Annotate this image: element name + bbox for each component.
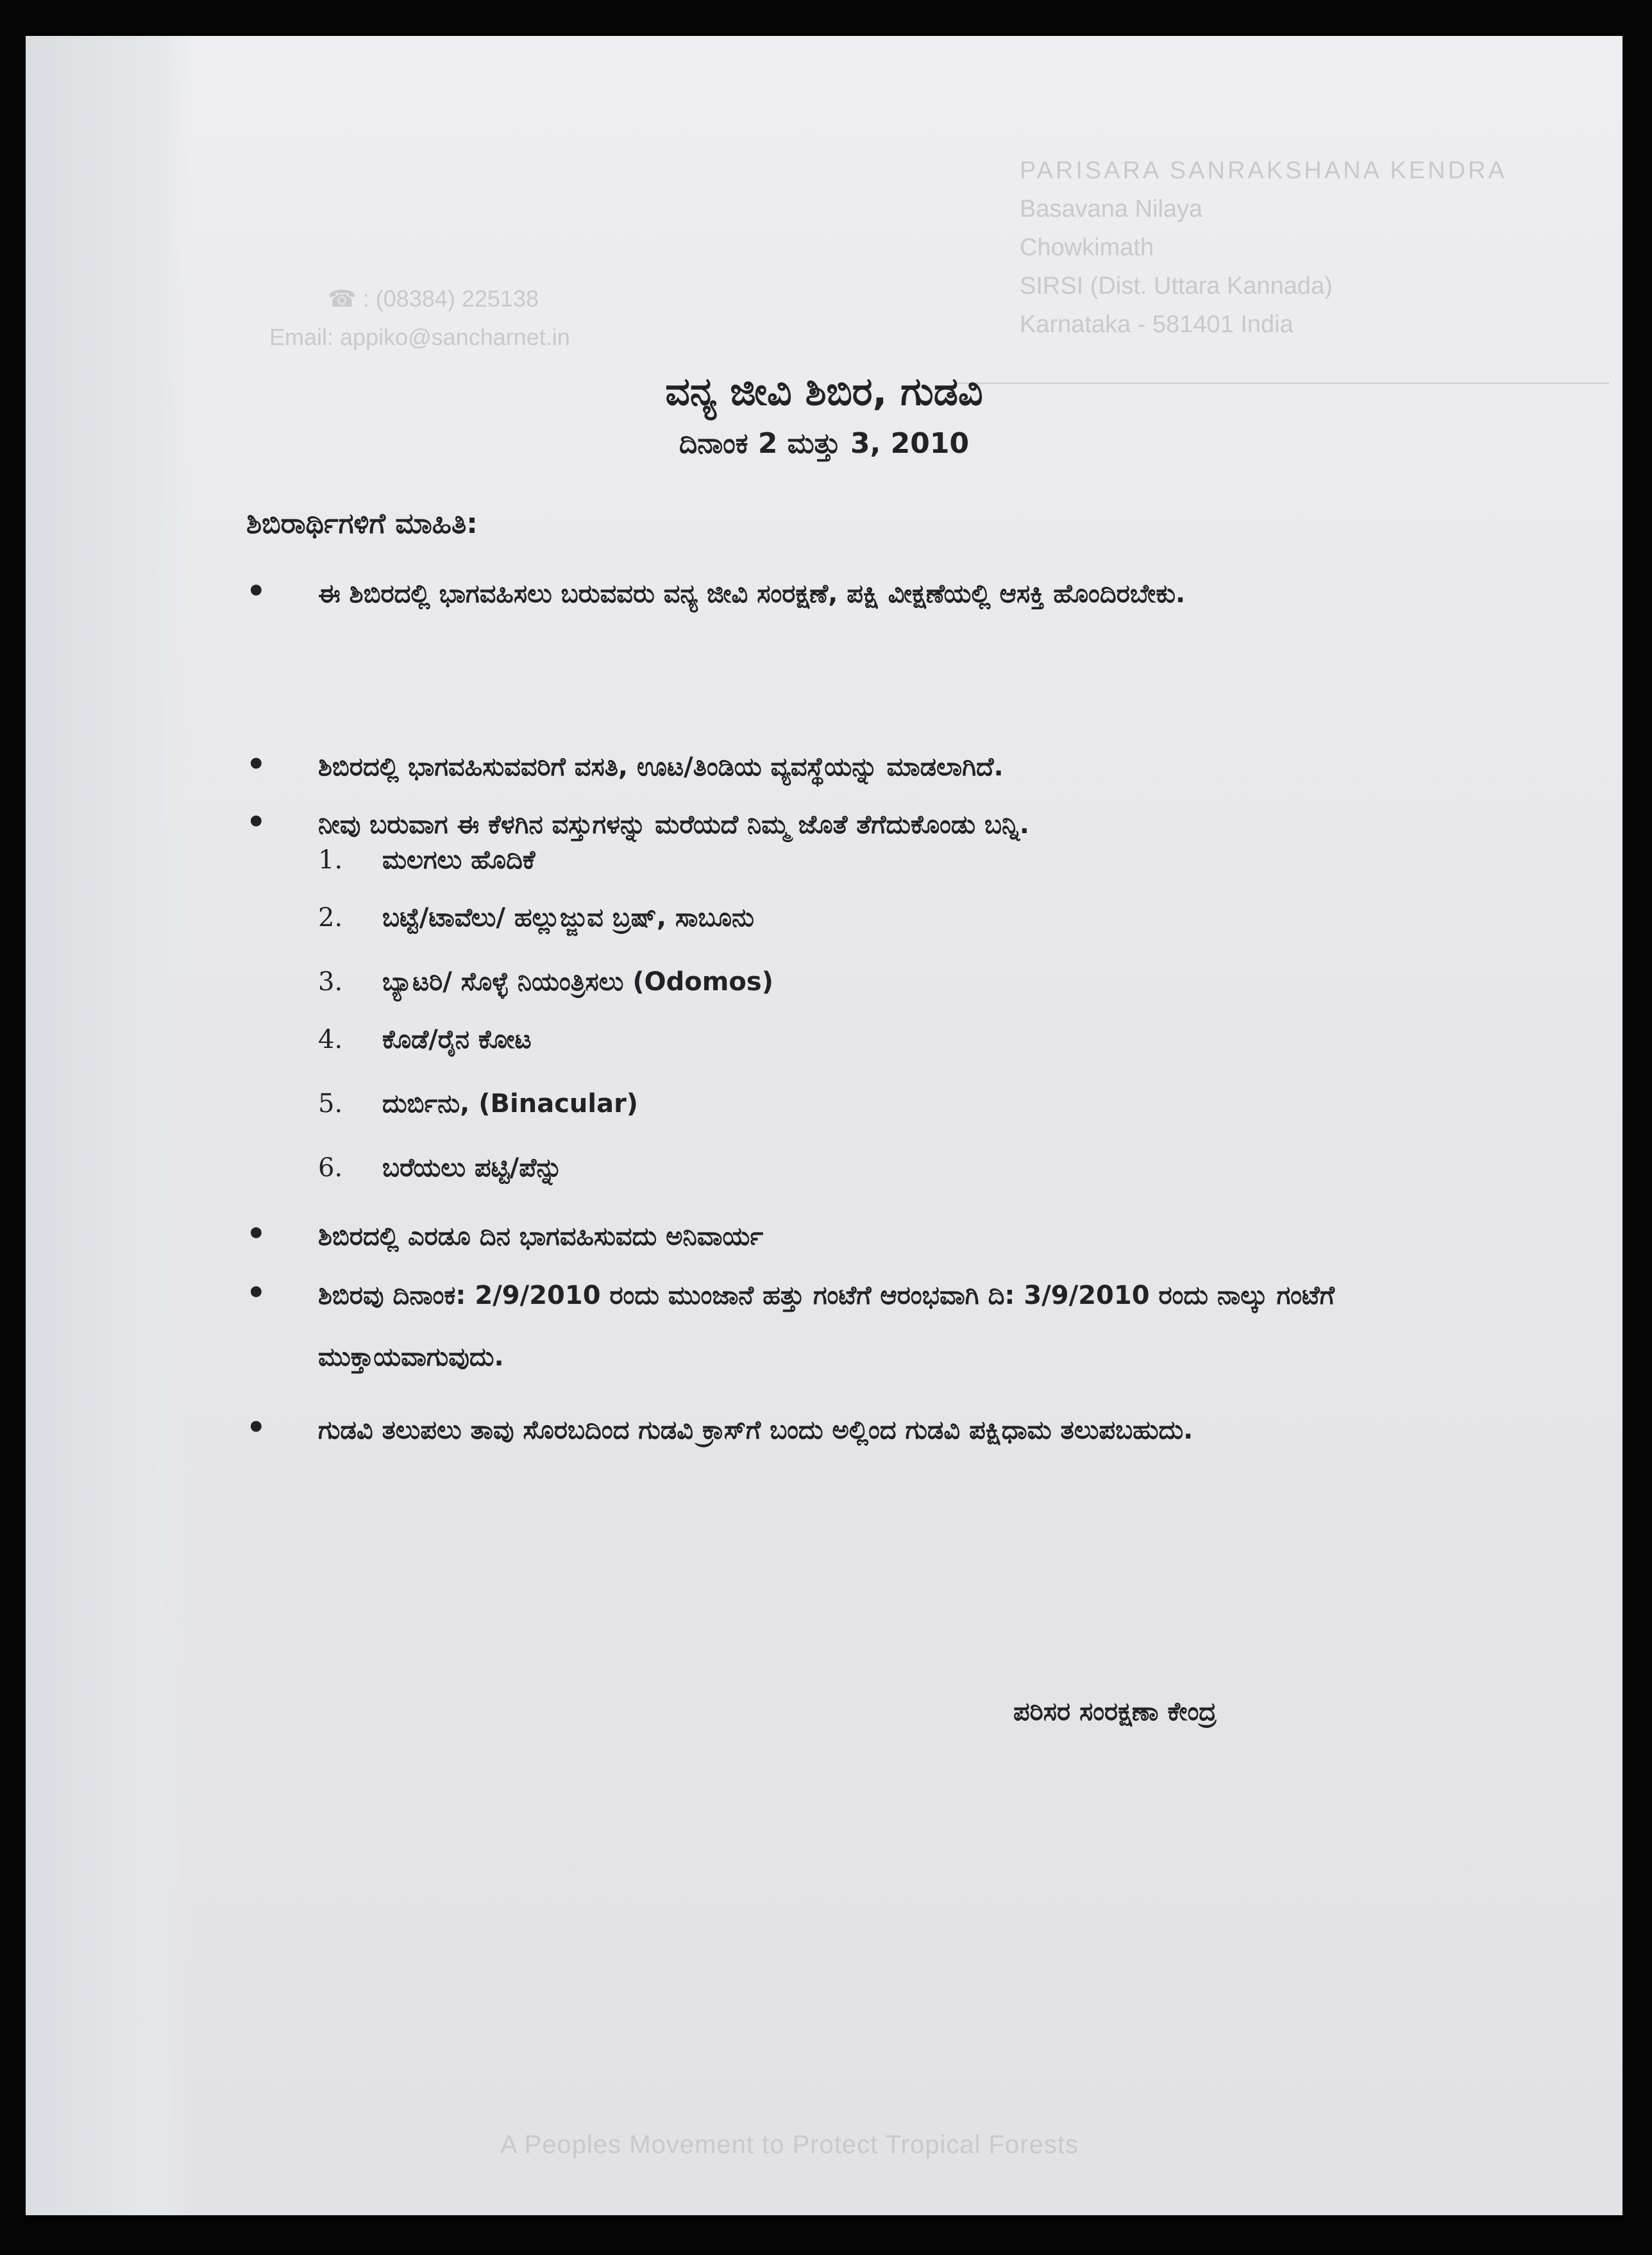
bullet-marker: • — [246, 1216, 266, 1252]
item-text: ಬ್ಯಾಟರಿ/ ಸೊಳ್ಳೆ ನಿಯಂತ್ರಿಸಲು (Odomos) — [382, 967, 773, 997]
letterhead-line: Chowkimath — [1020, 234, 1154, 261]
item-number: 5. — [318, 1089, 343, 1119]
bullet-marker: • — [246, 573, 266, 609]
paper-fold-strip — [26, 36, 192, 2215]
bullet-text: ಈ ಶಿಬಿರದಲ್ಲಿ ಭಾಗವಹಿಸಲು ಬರುವವರು ವನ್ಯ ಜೀವಿ ಸಂರಕ್ಷಣೆ, ಪಕ್ಷಿ ವೀಕ್ಷಣೆಯಲ್ಲಿ ಆಸಕ್ತಿ ಹೊಂದಿರಬೇಕು. — [318, 579, 1186, 609]
bullet-text: ಶಿಬಿರದಲ್ಲಿ ಭಾಗವಹಿಸುವವರಿಗೆ ವಸತಿ, ಊಟ/ತಿಂಡಿಯ ವ್ಯವಸ್ಥೆಯನ್ನು ಮಾಡಲಾಗಿದೆ. — [318, 752, 1004, 782]
bullet-marker: • — [246, 747, 266, 782]
letterhead-line: Basavana Nilaya — [1020, 196, 1203, 223]
bullet-marker: • — [246, 1410, 266, 1446]
bullet-text: ಶಿಬಿರದಲ್ಲಿ ಎರಡೂ ದಿನ ಭಾಗವಹಿಸುವದು ಅನಿವಾರ್ಯ — [318, 1222, 764, 1251]
item-number: 3. — [318, 967, 343, 997]
item-text: ಮಲಗಲು ಹೊದಿಕೆ — [382, 845, 535, 875]
item-text: ಬಟ್ಟೆ/ಟಾವೆಲು/ ಹಲ್ಲುಜ್ಜುವ ಬ್ರಷ್, ಸಾಬೂನು — [382, 903, 754, 933]
item-text: ದುರ್ಬಿನು, (Binacular) — [382, 1089, 639, 1119]
letterhead-line: PARISARA SANRAKSHANA KENDRA — [1020, 157, 1507, 184]
item-number: 2. — [318, 903, 343, 933]
item-text: ಕೊಡೆ/ರೈನ ಕೋಟ — [382, 1025, 532, 1054]
section-heading: ಶಿಬಿರಾರ್ಥಿಗಳಿಗೆ ಮಾಹಿತಿ: — [246, 507, 478, 540]
letterhead-line: Karnataka - 581401 India — [1020, 311, 1294, 338]
item-number: 4. — [318, 1025, 343, 1054]
document-page — [26, 36, 1622, 2215]
letterhead-email: Email: appiko@sancharnet.in — [269, 324, 570, 350]
letterhead-line: SIRSI (Dist. Uttara Kannada) — [1020, 273, 1333, 300]
bullet-marker: • — [246, 804, 266, 840]
signature-organization: ಪರಿಸರ ಸಂರಕ್ಷಣಾ ಕೇಂದ್ರ — [1013, 1697, 1217, 1727]
bullet-text: ಗುಡವಿ ತಲುಪಲು ತಾವು ಸೊರಬದಿಂದ ಗುಡವಿ ಕ್ರಾಸ್‌ಗೆ ಬಂದು ಅಲ್ಲಿಂದ ಗುಡವಿ ಪಕ್ಷಿಧಾಮ ತಲುಪಬಹುದು. — [318, 1415, 1193, 1445]
document-date: ದಿನಾಂಕ 2 ಮತ್ತು 3, 2010 — [678, 427, 970, 460]
letterhead-phone: ☎ : (08384) 225138 — [327, 285, 539, 312]
item-number: 6. — [318, 1153, 343, 1183]
item-number: 1. — [318, 845, 343, 875]
bullet-text: ಶಿಬಿರವು ದಿನಾಂಕ: 2/9/2010 ರಂದು ಮುಂಜಾನೆ ಹತ್ತು ಗಂಟೆಗೆ ಆರಂಭವಾಗಿ ದಿ: 3/9/2010 ರಂದು ನಾಲ್ಕು ಗಂಟೆಗೆ ಮುಕ್ತಾಯವಾಗುವುದು. — [318, 1281, 1335, 1372]
item-text: ಬರೆಯಲು ಪಟ್ಟಿ/ಪೆನ್ನು — [382, 1153, 562, 1183]
bullet-marker: • — [246, 1275, 266, 1311]
footer-watermark: A Peoples Movement to Protect Tropical Forests — [500, 2131, 1079, 2159]
letterhead-address — [1020, 151, 1507, 344]
document-title: ವನ್ಯ ಜೀವಿ ಶಿಬಿರ, ಗುಡವಿ — [665, 369, 983, 414]
letterhead-contact — [269, 280, 570, 357]
bullet-text: ನೀವು ಬರುವಾಗ ಈ ಕೆಳಗಿನ ವಸ್ತುಗಳನ್ನು ಮರೆಯದೆ ನಿಮ್ಮ ಜೊತೆ ತೆಗೆದುಕೊಂಡು ಬನ್ನಿ. — [318, 810, 1029, 840]
